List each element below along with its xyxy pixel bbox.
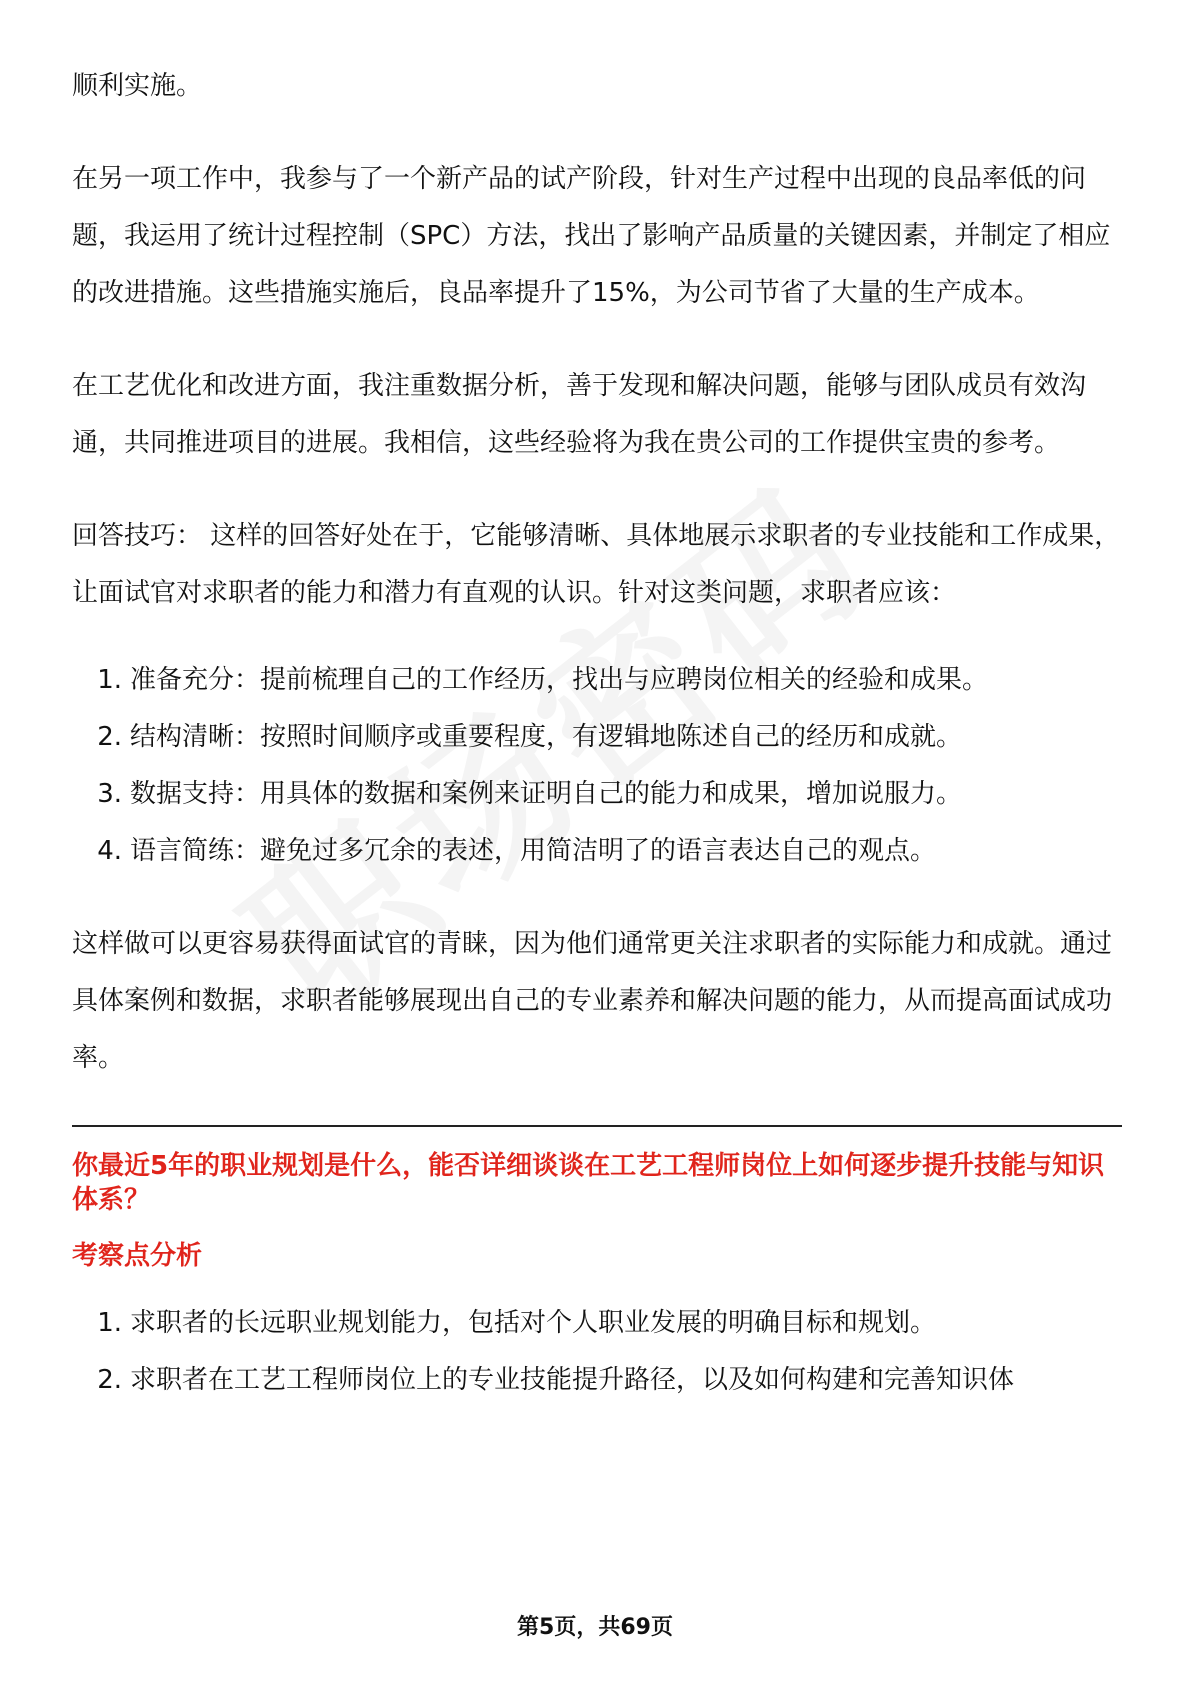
list-number: 2. — [97, 722, 122, 752]
list-item — [72, 709, 1122, 766]
list-item — [72, 1352, 1122, 1409]
paragraph: 在另一项工作中，我参与了一个新产品的试产阶段，针对生产过程中出现的良品率低的问题，我运用了统计过程控制（SPC）方法，找出了影响产品质量的关键因素，并制定了相应的改进措施。这些措施实施后，良品率提升了15%，为公司节省了大量的生产成本。 — [72, 164, 1111, 308]
paragraph: 这样做可以更容易获得面试官的青睐，因为他们通常更关注求职者的实际能力和成就。通过具体案例和数据，求职者能够展现出自己的专业素养和解决问题的能力，从而提高面试成功率。 — [72, 929, 1113, 1073]
page-content — [72, 58, 1122, 1409]
paragraph: 在工艺优化和改进方面，我注重数据分析，善于发现和解决问题，能够与团队成员有效沟通，共同推进项目的进展。我相信，这些经验将为我在贵公司的工作提供宝贵的参考。 — [72, 371, 1087, 458]
list-number: 1. — [97, 665, 122, 695]
analysis-heading: 考察点分析 — [72, 1241, 203, 1271]
list-number: 3. — [97, 779, 122, 809]
list-item — [72, 652, 1122, 709]
answer-tips-paragraph: 回答技巧： 这样的回答好处在于，它能够清晰、具体地展示求职者的专业技能和工作成果，让面试官对求职者的能力和潜力有直观的认识。针对这类问题，求职者应该： — [72, 521, 1121, 608]
list-item — [72, 1295, 1122, 1352]
list-number: 4. — [97, 836, 122, 866]
list-text: 求职者在工艺工程师岗位上的专业技能提升路径，以及如何构建和完善知识体 — [130, 1365, 1015, 1395]
list-text: 结构清晰：按照时间顺序或重要程度，有逻辑地陈述自己的经历和成就。 — [130, 722, 963, 752]
tips-list — [72, 652, 1122, 880]
list-text: 数据支持：用具体的数据和案例来证明自己的能力和成果，增加说服力。 — [130, 779, 963, 809]
list-text: 语言简练：避免过多冗余的表述，用简洁明了的语言表达自己的观点。 — [130, 836, 937, 866]
page-footer: 第5页，共69页 — [517, 1615, 673, 1640]
list-number: 2. — [97, 1365, 122, 1395]
list-text: 准备充分：提前梳理自己的工作经历，找出与应聘岗位相关的经验和成果。 — [130, 665, 989, 695]
paragraph: 顺利实施。 — [72, 71, 203, 101]
list-item — [72, 766, 1122, 823]
question-heading: 你最近5年的职业规划是什么，能否详细谈谈在工艺工程师岗位上如何逐步提升技能与知识体系？ — [72, 1151, 1105, 1215]
analysis-list — [72, 1295, 1122, 1409]
list-text: 求职者的长远职业规划能力，包括对个人职业发展的明确目标和规划。 — [130, 1308, 937, 1338]
list-number: 1. — [97, 1308, 122, 1338]
list-item — [72, 823, 1122, 880]
section-divider — [72, 1125, 1122, 1127]
